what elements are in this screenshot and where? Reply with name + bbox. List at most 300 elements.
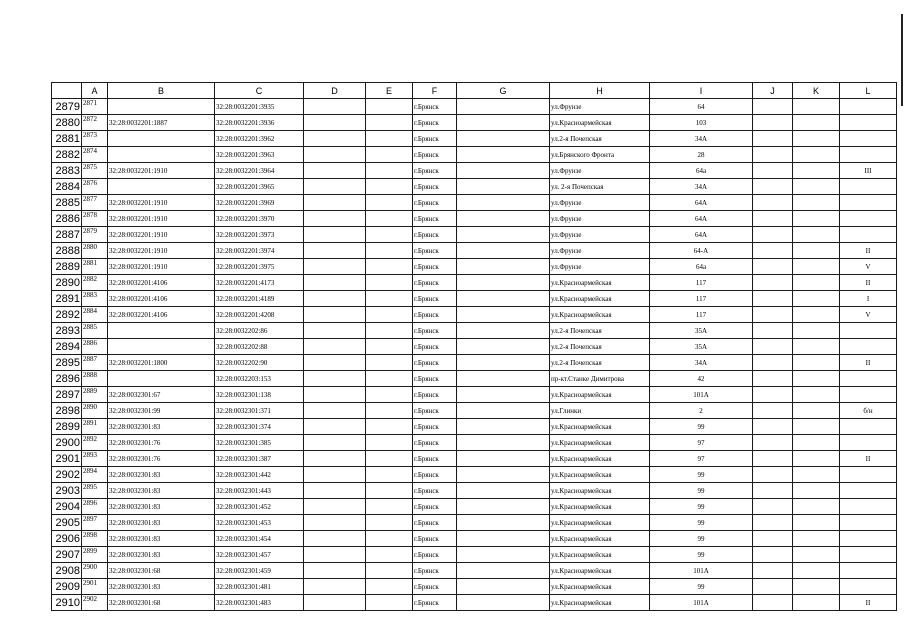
row-number: 2893 [52, 323, 82, 339]
cell-e [366, 291, 413, 307]
cell-h: ул.Красноармейская [550, 307, 650, 323]
column-header: I [650, 83, 753, 99]
cell-k [793, 515, 840, 531]
cell-c: 32:28:0032201:3965 [215, 179, 304, 195]
cell-i: 35А [650, 339, 753, 355]
cell-a: 2879 [82, 227, 108, 243]
cell-j [753, 243, 793, 259]
cell-h: ул.Красноармейская [550, 387, 650, 403]
cell-a: 2885 [82, 323, 108, 339]
table-body [52, 99, 897, 611]
cell-l: II [840, 275, 897, 291]
column-header: K [793, 83, 840, 99]
row-number: 2899 [52, 419, 82, 435]
cell-i: 64 [650, 99, 753, 115]
cell-d [304, 515, 366, 531]
cell-l [840, 387, 897, 403]
cell-d [304, 323, 366, 339]
cell-e [366, 243, 413, 259]
table-row [52, 307, 897, 323]
cell-d [304, 579, 366, 595]
cell-j [753, 323, 793, 339]
cell-e [366, 195, 413, 211]
cell-i: 97 [650, 435, 753, 451]
cell-k [793, 435, 840, 451]
cell-b: 32:28:0032201:1887 [108, 115, 215, 131]
cell-i: 99 [650, 547, 753, 563]
cell-l [840, 547, 897, 563]
cell-j [753, 147, 793, 163]
cell-j [753, 467, 793, 483]
cell-j [753, 275, 793, 291]
cell-c: 32:28:0032201:3970 [215, 211, 304, 227]
cell-e [366, 387, 413, 403]
cell-a: 2888 [82, 371, 108, 387]
cell-k [793, 499, 840, 515]
cell-j [753, 195, 793, 211]
cell-j [753, 483, 793, 499]
table-row [52, 259, 897, 275]
cell-h: ул.Фрунзе [550, 211, 650, 227]
cell-h: ул.Красноармейская [550, 483, 650, 499]
cell-f: г.Брянск [413, 339, 457, 355]
row-number: 2879 [52, 99, 82, 115]
cell-k [793, 323, 840, 339]
cell-h: ул.Красноармейская [550, 275, 650, 291]
cell-h: ул.2-я Почепская [550, 339, 650, 355]
cell-h: ул.Фрунзе [550, 195, 650, 211]
cell-g [457, 435, 550, 451]
cell-c: 32:28:0032201:3964 [215, 163, 304, 179]
cell-j [753, 179, 793, 195]
cell-d [304, 195, 366, 211]
cell-b: 32:28:0032201:1910 [108, 227, 215, 243]
cell-j [753, 291, 793, 307]
cell-k [793, 563, 840, 579]
cell-i: 99 [650, 419, 753, 435]
cell-l [840, 115, 897, 131]
table-row [52, 579, 897, 595]
cell-e [366, 595, 413, 611]
cell-g [457, 291, 550, 307]
cell-j [753, 595, 793, 611]
cell-j [753, 339, 793, 355]
table-row [52, 99, 897, 115]
cell-d [304, 99, 366, 115]
cell-l [840, 179, 897, 195]
table-row [52, 435, 897, 451]
cell-k [793, 419, 840, 435]
cell-h: ул.Глинки [550, 403, 650, 419]
cell-f: г.Брянск [413, 291, 457, 307]
cell-e [366, 323, 413, 339]
row-number: 2900 [52, 435, 82, 451]
table-row [52, 595, 897, 611]
cell-b: 32:28:0032301:99 [108, 403, 215, 419]
cell-f: г.Брянск [413, 115, 457, 131]
cell-a: 2875 [82, 163, 108, 179]
table-row [52, 339, 897, 355]
cell-l: II [840, 595, 897, 611]
cell-g [457, 419, 550, 435]
cell-c: 32:28:0032301:374 [215, 419, 304, 435]
cell-i: 97 [650, 451, 753, 467]
table-row [52, 467, 897, 483]
table-row [52, 483, 897, 499]
cell-k [793, 115, 840, 131]
cell-b: 32:28:0032201:1910 [108, 163, 215, 179]
cell-k [793, 227, 840, 243]
table-row [52, 355, 897, 371]
cell-e [366, 499, 413, 515]
cell-i: 99 [650, 499, 753, 515]
cell-k [793, 467, 840, 483]
cell-a: 2874 [82, 147, 108, 163]
cell-f: г.Брянск [413, 387, 457, 403]
cell-f: г.Брянск [413, 483, 457, 499]
cell-b: 32:28:0032301:83 [108, 579, 215, 595]
cell-i: 117 [650, 275, 753, 291]
table-row [52, 243, 897, 259]
cell-b: 32:28:0032201:1910 [108, 259, 215, 275]
cell-b [108, 99, 215, 115]
cell-k [793, 595, 840, 611]
cell-d [304, 403, 366, 419]
table-row [52, 371, 897, 387]
table-row [52, 147, 897, 163]
cell-j [753, 451, 793, 467]
cell-i: 64А [650, 211, 753, 227]
cell-a: 2898 [82, 531, 108, 547]
cell-c: 32:28:0032201:3975 [215, 259, 304, 275]
cell-j [753, 515, 793, 531]
cell-a: 2897 [82, 515, 108, 531]
cell-a: 2886 [82, 339, 108, 355]
cell-b: 32:28:0032301:68 [108, 563, 215, 579]
cell-k [793, 291, 840, 307]
cell-d [304, 547, 366, 563]
cell-l [840, 195, 897, 211]
row-number: 2903 [52, 483, 82, 499]
cell-c: 32:28:0032201:4173 [215, 275, 304, 291]
cell-e [366, 547, 413, 563]
row-number: 2909 [52, 579, 82, 595]
cell-j [753, 163, 793, 179]
row-number: 2892 [52, 307, 82, 323]
cell-i: 99 [650, 579, 753, 595]
cell-d [304, 131, 366, 147]
cell-d [304, 563, 366, 579]
cell-f: г.Брянск [413, 515, 457, 531]
column-header: G [457, 83, 550, 99]
cell-j [753, 371, 793, 387]
row-number: 2904 [52, 499, 82, 515]
cell-i: 64А [650, 195, 753, 211]
cell-l: V [840, 259, 897, 275]
cell-b: 32:28:0032301:83 [108, 531, 215, 547]
row-number: 2897 [52, 387, 82, 403]
cell-k [793, 259, 840, 275]
row-number: 2907 [52, 547, 82, 563]
row-number: 2890 [52, 275, 82, 291]
cell-e [366, 227, 413, 243]
cell-c: 32:28:0032201:4189 [215, 291, 304, 307]
cell-a: 2895 [82, 483, 108, 499]
cell-h: ул.Красноармейская [550, 499, 650, 515]
cell-c: 32:28:0032301:453 [215, 515, 304, 531]
row-number: 2885 [52, 195, 82, 211]
cell-b: 32:28:0032301:83 [108, 515, 215, 531]
cell-g [457, 243, 550, 259]
cell-a: 2876 [82, 179, 108, 195]
cell-l: I [840, 291, 897, 307]
cell-a: 2882 [82, 275, 108, 291]
cell-e [366, 355, 413, 371]
cell-g [457, 323, 550, 339]
table-row [52, 499, 897, 515]
cell-c: 32:28:0032201:3974 [215, 243, 304, 259]
cell-b: 32:28:0032201:1910 [108, 243, 215, 259]
cell-h: ул.Фрунзе [550, 227, 650, 243]
row-number: 2905 [52, 515, 82, 531]
cell-e [366, 115, 413, 131]
cell-f: г.Брянск [413, 547, 457, 563]
cell-g [457, 179, 550, 195]
cell-a: 2890 [82, 403, 108, 419]
cell-d [304, 435, 366, 451]
row-number: 2880 [52, 115, 82, 131]
cell-c: 32:28:0032202:86 [215, 323, 304, 339]
cell-g [457, 563, 550, 579]
row-number: 2906 [52, 531, 82, 547]
row-number: 2898 [52, 403, 82, 419]
cell-c: 32:28:0032301:459 [215, 563, 304, 579]
cell-h: ул.Фрунзе [550, 243, 650, 259]
cell-j [753, 499, 793, 515]
column-header: C [215, 83, 304, 99]
cell-c: 32:28:0032202:88 [215, 339, 304, 355]
cell-a: 2892 [82, 435, 108, 451]
page-edge-mark [901, 14, 903, 106]
column-header: H [550, 83, 650, 99]
cell-f: г.Брянск [413, 595, 457, 611]
cell-l [840, 131, 897, 147]
cell-d [304, 371, 366, 387]
cell-d [304, 243, 366, 259]
cell-b: 32:28:0032301:76 [108, 451, 215, 467]
cell-k [793, 195, 840, 211]
cell-b: 32:28:0032201:4106 [108, 307, 215, 323]
row-number: 2908 [52, 563, 82, 579]
cell-h: ул.Красноармейская [550, 547, 650, 563]
column-header: B [108, 83, 215, 99]
cell-e [366, 131, 413, 147]
cell-f: г.Брянск [413, 467, 457, 483]
cell-f: г.Брянск [413, 355, 457, 371]
cell-k [793, 371, 840, 387]
cell-i: 117 [650, 291, 753, 307]
cell-k [793, 451, 840, 467]
cell-e [366, 435, 413, 451]
cell-k [793, 179, 840, 195]
cell-d [304, 387, 366, 403]
row-number: 2896 [52, 371, 82, 387]
cell-a: 2884 [82, 307, 108, 323]
table-row [52, 211, 897, 227]
cell-g [457, 403, 550, 419]
cell-g [457, 595, 550, 611]
cell-g [457, 115, 550, 131]
cell-g [457, 163, 550, 179]
cell-i: 101А [650, 563, 753, 579]
column-header: E [366, 83, 413, 99]
cell-c: 32:28:0032301:457 [215, 547, 304, 563]
column-header-row [52, 83, 897, 99]
cell-b: 32:28:0032301:67 [108, 387, 215, 403]
cell-h: ул.Красноармейская [550, 579, 650, 595]
cell-h: ул.2-я Почепская [550, 323, 650, 339]
cell-k [793, 275, 840, 291]
cell-d [304, 531, 366, 547]
cell-h: ул.Красноармейская [550, 467, 650, 483]
column-header: A [82, 83, 108, 99]
cell-h: ул.Красноармейская [550, 451, 650, 467]
table-row [52, 179, 897, 195]
cell-j [753, 563, 793, 579]
cell-i: 64а [650, 163, 753, 179]
table-row [52, 115, 897, 131]
cell-e [366, 259, 413, 275]
cell-k [793, 307, 840, 323]
cell-b: 32:28:0032201:1800 [108, 355, 215, 371]
cell-g [457, 339, 550, 355]
cell-k [793, 387, 840, 403]
cell-d [304, 227, 366, 243]
cell-l [840, 531, 897, 547]
cell-j [753, 435, 793, 451]
cell-e [366, 179, 413, 195]
cell-b: 32:28:0032301:83 [108, 499, 215, 515]
cell-j [753, 579, 793, 595]
cell-f: г.Брянск [413, 563, 457, 579]
cell-j [753, 419, 793, 435]
cell-a: 2901 [82, 579, 108, 595]
cell-b: 32:28:0032301:83 [108, 419, 215, 435]
table-row [52, 163, 897, 179]
cell-c: 32:28:0032201:3973 [215, 227, 304, 243]
cell-h: ул.Красноармейская [550, 291, 650, 307]
cell-f: г.Брянск [413, 275, 457, 291]
row-number: 2891 [52, 291, 82, 307]
table-row [52, 131, 897, 147]
cell-f: г.Брянск [413, 195, 457, 211]
cell-e [366, 99, 413, 115]
cell-f: г.Брянск [413, 99, 457, 115]
cell-g [457, 371, 550, 387]
cell-k [793, 211, 840, 227]
cell-h: ул.Красноармейская [550, 595, 650, 611]
cell-k [793, 403, 840, 419]
cell-f: г.Брянск [413, 227, 457, 243]
cell-i: 64а [650, 259, 753, 275]
cell-i: 99 [650, 483, 753, 499]
cell-a: 2894 [82, 467, 108, 483]
cell-c: 32:28:0032201:3963 [215, 147, 304, 163]
cell-e [366, 483, 413, 499]
row-number: 2910 [52, 595, 82, 611]
row-number: 2901 [52, 451, 82, 467]
cell-l [840, 467, 897, 483]
cell-g [457, 131, 550, 147]
cell-k [793, 531, 840, 547]
table-row [52, 515, 897, 531]
cell-b: 32:28:0032201:1910 [108, 195, 215, 211]
cell-a: 2881 [82, 259, 108, 275]
cell-i: 101А [650, 387, 753, 403]
cell-g [457, 467, 550, 483]
cell-d [304, 259, 366, 275]
cell-c: 32:28:0032301:385 [215, 435, 304, 451]
table-row [52, 195, 897, 211]
cell-a: 2878 [82, 211, 108, 227]
cell-d [304, 451, 366, 467]
cell-g [457, 483, 550, 499]
cell-b [108, 339, 215, 355]
cell-d [304, 307, 366, 323]
cell-b: 32:28:0032301:83 [108, 483, 215, 499]
cell-a: 2896 [82, 499, 108, 515]
row-number: 2889 [52, 259, 82, 275]
cell-b [108, 323, 215, 339]
cell-i: 42 [650, 371, 753, 387]
row-number: 2887 [52, 227, 82, 243]
cell-l [840, 227, 897, 243]
cell-j [753, 531, 793, 547]
column-header: F [413, 83, 457, 99]
cell-i: 35А [650, 323, 753, 339]
cell-l [840, 563, 897, 579]
cell-l [840, 339, 897, 355]
cell-b [108, 131, 215, 147]
cell-h: ул.2-я Почепская [550, 131, 650, 147]
cell-f: г.Брянск [413, 579, 457, 595]
cell-b: 32:28:0032301:68 [108, 595, 215, 611]
cell-e [366, 147, 413, 163]
cell-e [366, 371, 413, 387]
cell-a: 2900 [82, 563, 108, 579]
cell-e [366, 531, 413, 547]
cell-e [366, 211, 413, 227]
table-row [52, 531, 897, 547]
cell-f: г.Брянск [413, 147, 457, 163]
corner-cell [52, 83, 82, 99]
cell-g [457, 547, 550, 563]
cell-f: г.Брянск [413, 531, 457, 547]
cell-l [840, 515, 897, 531]
row-number: 2883 [52, 163, 82, 179]
cell-c: 32:28:0032203:153 [215, 371, 304, 387]
cell-d [304, 291, 366, 307]
cell-a: 2872 [82, 115, 108, 131]
cell-b [108, 179, 215, 195]
cell-g [457, 99, 550, 115]
cell-f: г.Брянск [413, 435, 457, 451]
cell-j [753, 227, 793, 243]
cell-c: 32:28:0032301:371 [215, 403, 304, 419]
cell-l [840, 435, 897, 451]
cell-f: г.Брянск [413, 499, 457, 515]
cell-c: 32:28:0032301:452 [215, 499, 304, 515]
